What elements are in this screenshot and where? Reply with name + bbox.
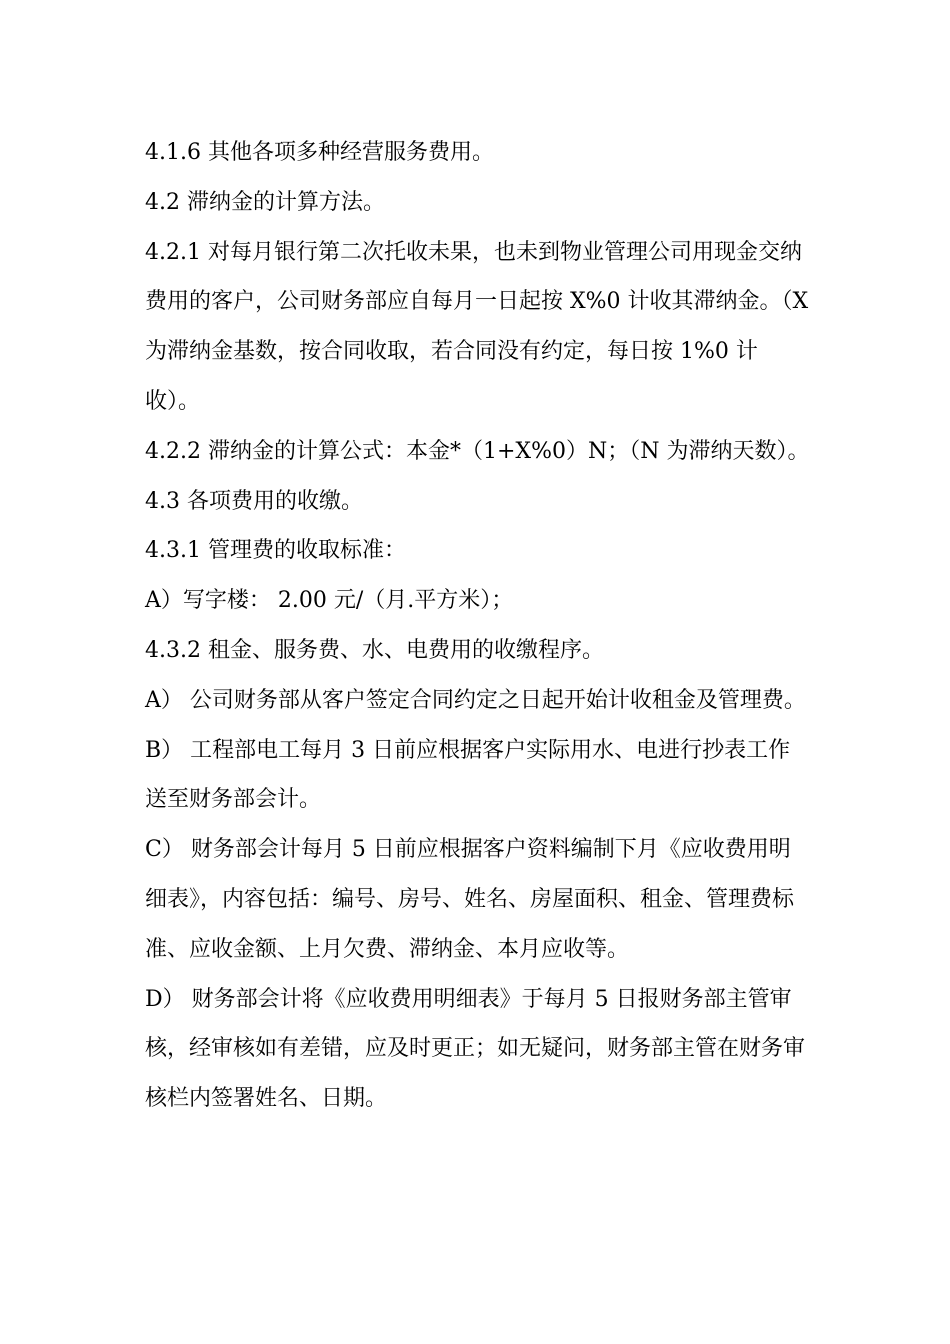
paragraph-4-2-1: 4.2.1 对每月银行第二次托收未果，也未到物业管理公司用现金交纳费用的客户，公司财务部应自每月一日起按 X%0 计收其滞纳金。（X 为滞纳金基数，按合同收取，若合同没有约定，每日按 1%0 计收）。	[145, 239, 809, 414]
heading-4-2: 4.2 滞纳金的计算方法。	[145, 189, 385, 215]
list-item-a-office: A）写字楼： 2.00 元/（月.平方米）；	[145, 588, 514, 614]
list-item-c: C） 财务部会计每月 5 日前应根据客户资料编制下月《应收费用明细表》，内容包括：编号、房号、姓名、房屋面积、租金、管理费标准、应收金额、上月欠费、滞纳金、本月应收等。	[145, 837, 795, 962]
paragraph-4-2-2: 4.2.2 滞纳金的计算公式：本金*（1+X%0）N；（N 为滞纳天数）。	[145, 438, 810, 464]
list-item-a: A） 公司财务部从客户签定合同约定之日起开始计收租金及管理费。	[145, 687, 806, 713]
list-item-d: D） 财务部会计将《应收费用明细表》于每月 5 日报财务部主管审核，经审核如有差错，应及时更正；如无疑问，财务部主管在财务审核栏内签署姓名、日期。	[145, 986, 806, 1112]
list-item-b: B） 工程部电工每月 3 日前应根据客户实际用水、电进行抄表工作送至财务部会计。	[145, 737, 791, 813]
paragraph-4-1-6: 4.1.6 其他各项多种经营服务费用。	[145, 140, 494, 165]
heading-4-3-2: 4.3.2 租金、服务费、水、电费用的收缴程序。	[145, 637, 604, 663]
heading-4-3-1: 4.3.1 管理费的收取标准：	[145, 538, 406, 564]
heading-4-3: 4.3 各项费用的收缴。	[145, 488, 363, 514]
document-body	[145, 128, 810, 1124]
